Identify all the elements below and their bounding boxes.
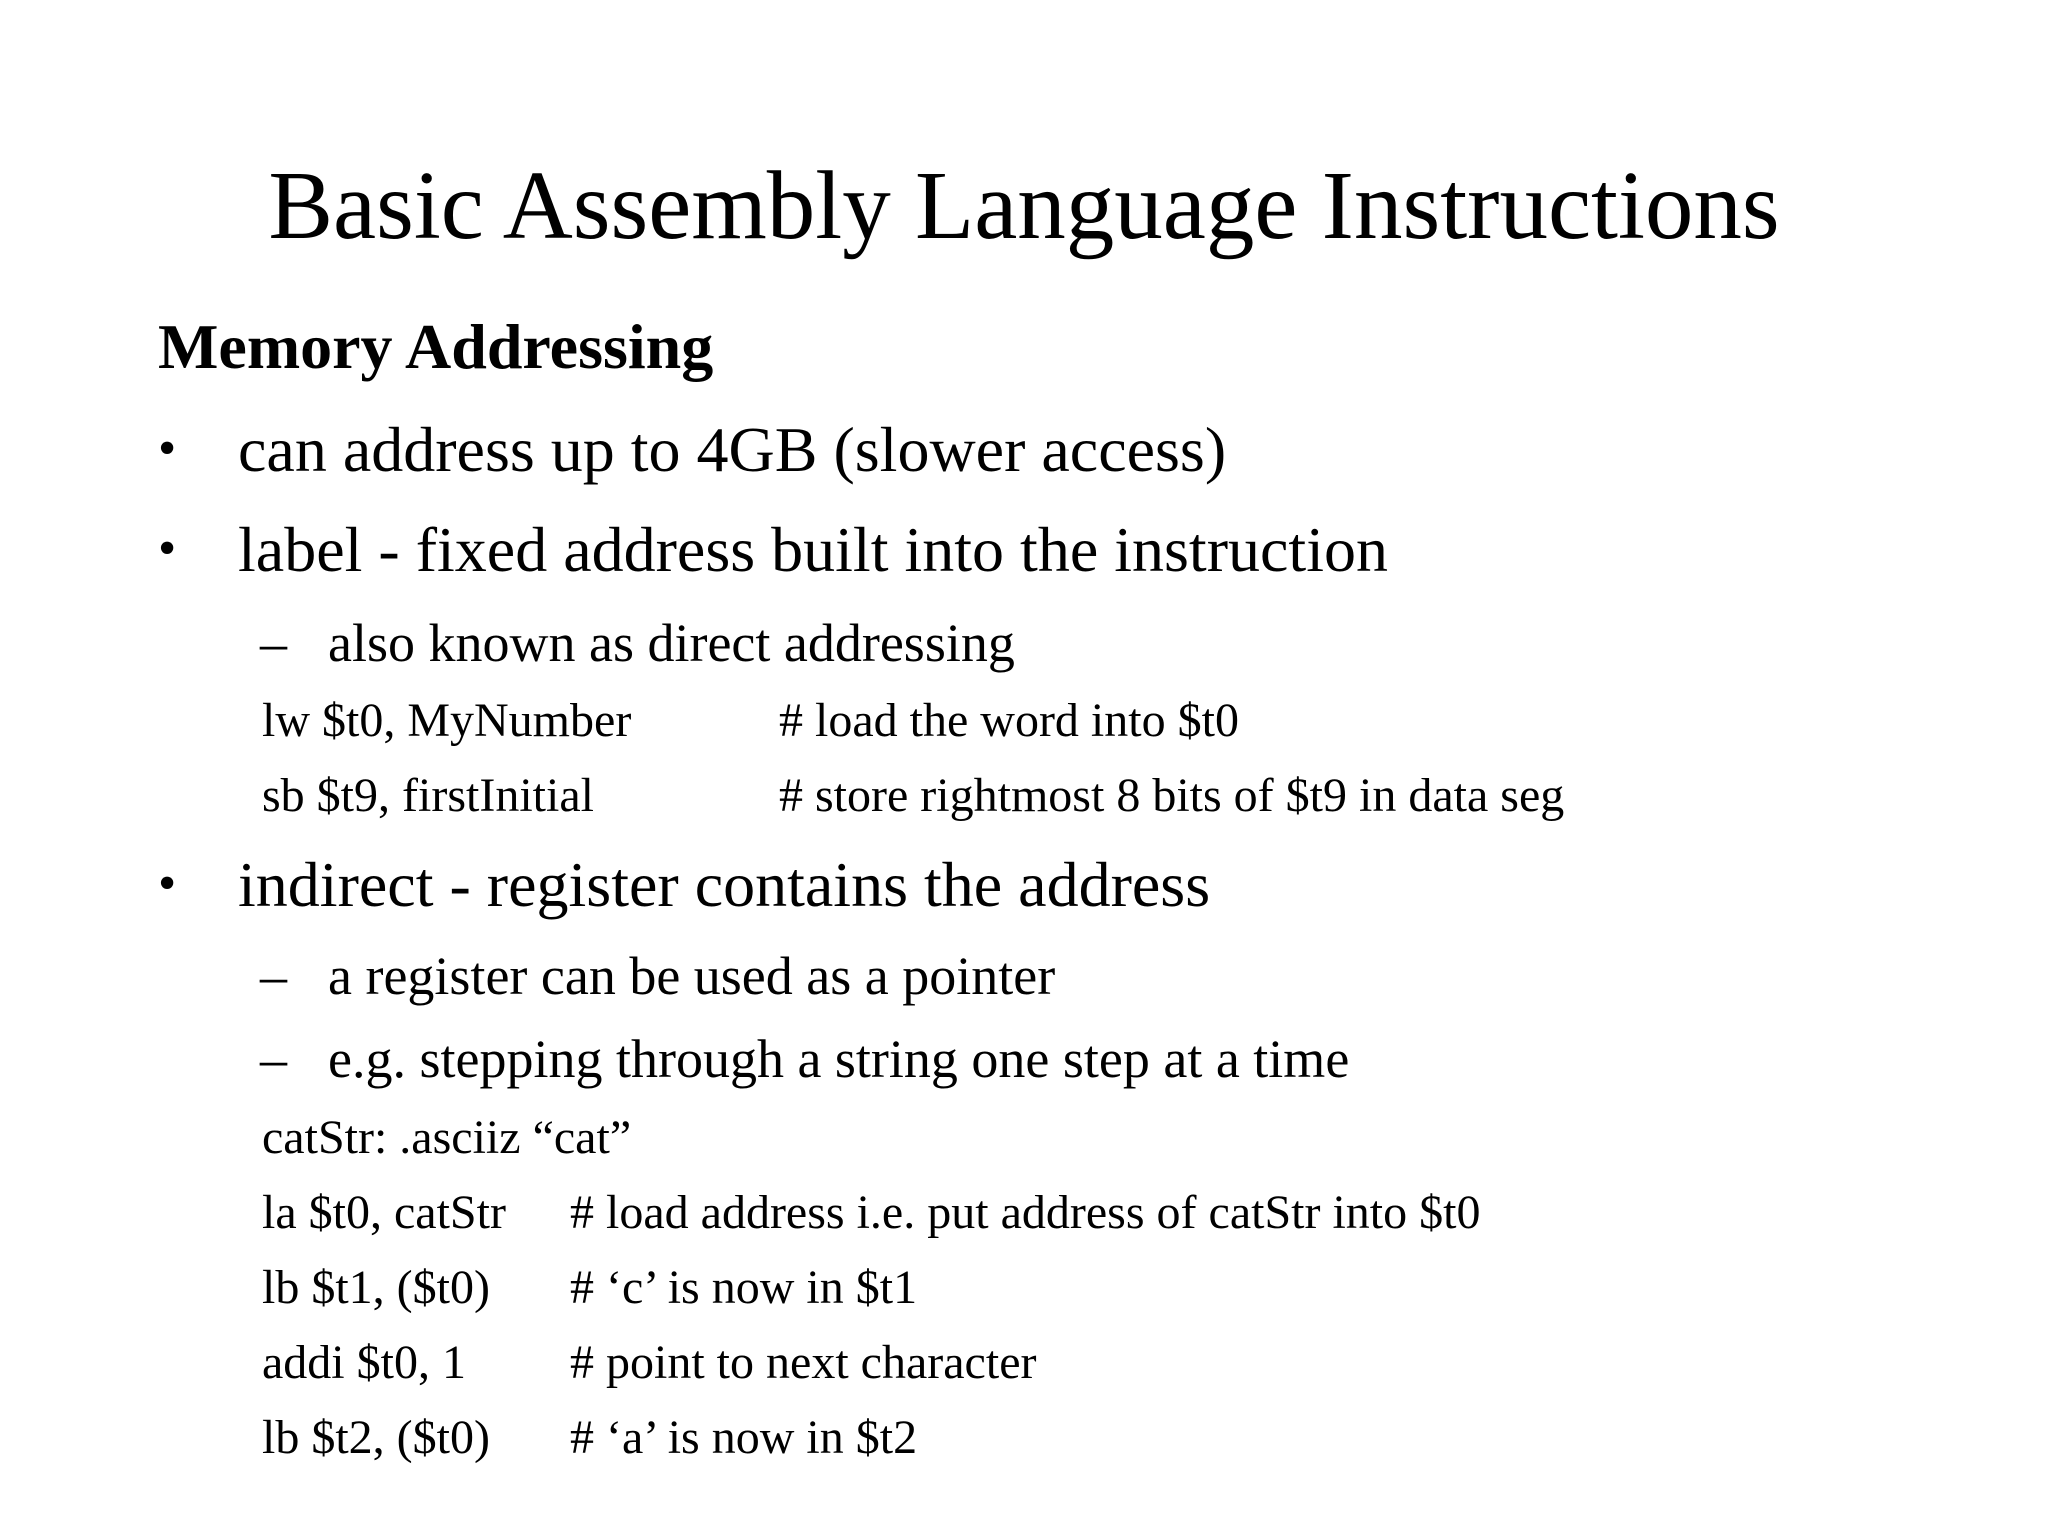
code-instruction: addi $t0, 1 [262, 1336, 466, 1389]
code-comment: # store rightmost 8 bits of $t9 in data seg [779, 769, 1565, 822]
bullet-text: label - fixed address built into the instruction [238, 514, 1388, 585]
code-comment: # load address i.e. put address of catStr into $t0 [570, 1186, 1481, 1239]
code-instruction: sb $t9, firstInitial [262, 769, 594, 822]
code-instruction: lb $t2, ($t0) [262, 1411, 490, 1464]
sub-bullet-marker: – [260, 613, 287, 673]
bullet-text: can address up to 4GB (slower access) [238, 414, 1227, 485]
code-comment: # ‘c’ is now in $t1 [570, 1261, 918, 1314]
bullet-marker: • [158, 520, 177, 577]
section-heading: Memory Addressing [158, 311, 714, 382]
bullet-marker: • [158, 420, 177, 477]
sub-bullet-marker: – [260, 1029, 287, 1089]
bullet-marker: • [158, 855, 177, 912]
code-instruction: la $t0, catStr [262, 1186, 506, 1239]
code-comment: # point to next character [570, 1336, 1037, 1389]
code-declaration: catStr: .asciiz “cat” [262, 1111, 632, 1164]
sub-bullet-text: e.g. stepping through a string one step at a time [328, 1029, 1350, 1089]
code-comment: # ‘a’ is now in $t2 [570, 1411, 918, 1464]
code-comment: # load the word into $t0 [779, 694, 1239, 747]
bullet-text: indirect - register contains the address [238, 849, 1211, 920]
code-instruction: lw $t0, MyNumber [262, 694, 632, 747]
sub-bullet-text: a register can be used as a pointer [328, 946, 1056, 1006]
sub-bullet-marker: – [260, 946, 287, 1006]
code-instruction: lb $t1, ($t0) [262, 1261, 490, 1314]
sub-bullet-text: also known as direct addressing [328, 613, 1015, 673]
slide-title: Basic Assembly Language Instructions [268, 152, 1780, 259]
